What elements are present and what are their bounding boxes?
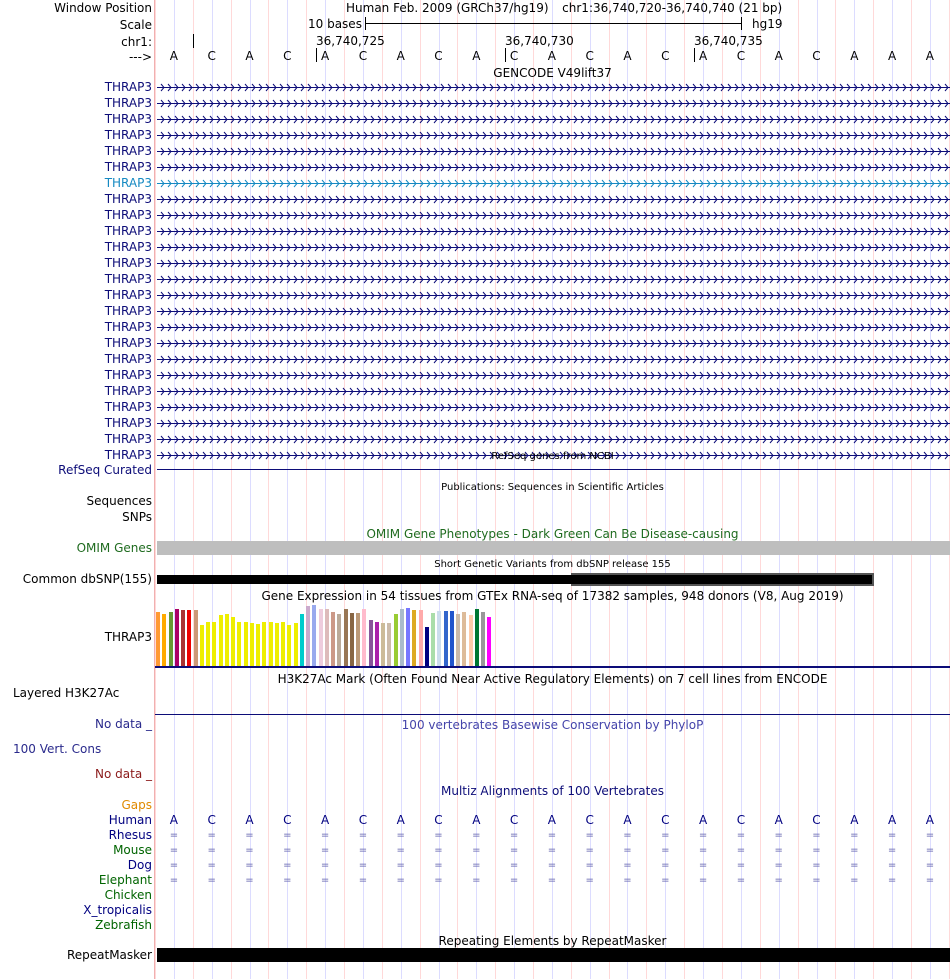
multiz-human-base: A — [547, 813, 556, 827]
ruler-tick-label: 36,740,725 — [316, 34, 385, 48]
dna-base: C — [434, 49, 443, 63]
gtex-tissue-bar[interactable] — [331, 612, 335, 666]
multiz-match-mark: = — [736, 845, 746, 856]
dna-base: C — [812, 49, 821, 63]
gencode-transcript-line[interactable] — [157, 226, 950, 237]
gencode-transcript-line[interactable] — [157, 306, 950, 317]
multiz-match-mark: = — [396, 875, 405, 886]
multiz-match-mark: = — [850, 845, 859, 856]
gencode-track-title[interactable]: GENCODE V49lift37 — [493, 66, 612, 80]
multiz-match-mark: = — [283, 860, 292, 871]
multiz-human-base: C — [434, 813, 443, 827]
gencode-transcript-label[interactable]: THRAP3 — [104, 112, 152, 126]
gtex-tissue-bar[interactable] — [375, 622, 379, 666]
gencode-transcript-line[interactable] — [157, 98, 950, 109]
gtex-tissue-bar[interactable] — [306, 606, 310, 666]
gencode-transcript-line[interactable] — [157, 178, 950, 189]
multiz-track-title[interactable]: Multiz Alignments of 100 Vertebrates — [440, 784, 665, 798]
gtex-tissue-bar[interactable] — [469, 615, 473, 666]
gencode-transcript-line[interactable] — [157, 194, 950, 205]
gencode-transcript-line[interactable] — [157, 242, 950, 253]
multiz-match-mark: = — [850, 875, 859, 886]
gencode-transcript-label[interactable]: THRAP3 — [104, 224, 152, 238]
multiz-match-mark: = — [925, 830, 935, 841]
gtex-tissue-bar[interactable] — [225, 614, 229, 666]
multiz-match-mark: = — [547, 845, 557, 856]
multiz-match-mark: = — [396, 830, 405, 841]
multiz-match-mark: = — [396, 845, 405, 856]
multiz-human-base: A — [925, 813, 934, 827]
multiz-match-mark: = — [169, 875, 179, 886]
gencode-transcript-line[interactable] — [157, 290, 950, 301]
gencode-transcript-line[interactable] — [157, 162, 950, 173]
gtex-tissue-bar[interactable] — [244, 622, 248, 666]
omim-track-label[interactable]: OMIM Genes — [76, 541, 152, 555]
gencode-transcript-label[interactable]: THRAP3 — [104, 128, 152, 142]
gtex-tissue-bar[interactable] — [200, 625, 204, 666]
h3k27ac-track-title[interactable]: H3K27Ac Mark (Often Found Near Active Regulatory Elements) on 7 cell lines from ENCODE — [277, 672, 828, 686]
multiz-human-base: A — [698, 813, 708, 827]
multiz-match-mark: = — [358, 875, 368, 886]
gtex-tissue-bar[interactable] — [369, 620, 373, 666]
phylop-track-title[interactable]: 100 vertebrates Basewise Conservation by PhyloP — [401, 718, 704, 732]
gencode-transcript-line[interactable] — [157, 370, 950, 381]
multiz-match-mark: = — [661, 875, 670, 886]
multiz-human-base: A — [245, 813, 254, 827]
dna-base: A — [698, 49, 708, 63]
multiz-match-mark: = — [320, 860, 330, 871]
gencode-transcript-label[interactable]: THRAP3 — [104, 176, 152, 190]
multiz-match-mark: = — [283, 845, 292, 856]
gtex-tissue-bar[interactable] — [206, 622, 210, 666]
dna-base: A — [547, 49, 556, 63]
chrom-label: chr1: — [121, 35, 152, 49]
dna-base: A — [245, 49, 254, 63]
multiz-match-mark: = — [169, 830, 179, 841]
gencode-transcript-line[interactable] — [157, 402, 950, 413]
multiz-species-label[interactable]: Rhesus — [108, 828, 152, 842]
multiz-match-mark: = — [736, 875, 746, 886]
gtex-bottom-line — [155, 666, 950, 668]
multiz-match-mark: = — [736, 830, 746, 841]
multiz-match-mark: = — [887, 875, 897, 886]
repeatmasker-track-label[interactable]: RepeatMasker — [66, 948, 152, 962]
gtex-tissue-bar[interactable] — [262, 622, 266, 666]
multiz-match-mark: = — [472, 830, 481, 841]
assembly-title — [346, 1, 782, 15]
multiz-human-base: C — [736, 813, 746, 827]
gtex-tissue-bar[interactable] — [156, 612, 160, 666]
h3k27ac-track-label[interactable]: Layered H3K27Ac — [13, 686, 120, 700]
gtex-tissue-bar[interactable] — [181, 610, 185, 666]
ruler-tick-label: 36,740,735 — [694, 34, 763, 48]
multiz-match-mark: = — [472, 860, 481, 871]
multiz-match-mark: = — [774, 860, 783, 871]
multiz-human-base: A — [169, 813, 178, 827]
multiz-match-mark: = — [812, 860, 821, 871]
multiz-match-mark: = — [925, 875, 935, 886]
gtex-tissue-bar[interactable] — [431, 613, 435, 666]
gencode-transcript-line[interactable] — [157, 322, 950, 333]
multiz-match-mark: = — [207, 875, 216, 886]
multiz-match-mark: = — [283, 875, 292, 886]
dna-base: A — [320, 49, 330, 63]
ruler-tick-label: 36,740,730 — [505, 34, 574, 48]
multiz-human-base: C — [283, 813, 292, 827]
multiz-match-mark: = — [547, 875, 557, 886]
multiz-match-mark: = — [623, 860, 632, 871]
dna-base: C — [736, 49, 746, 63]
dna-base: C — [358, 49, 368, 63]
multiz-match-mark: = — [623, 845, 632, 856]
gtex-expression-bars[interactable] — [156, 603, 556, 666]
gencode-transcript-label[interactable]: THRAP3 — [104, 384, 152, 398]
gencode-transcript-line[interactable] — [157, 258, 950, 269]
multiz-species-label[interactable]: Dog — [127, 858, 152, 872]
h3k27ac-signal-line — [155, 714, 950, 715]
gencode-transcript-label[interactable]: THRAP3 — [104, 192, 152, 206]
multiz-human-base: C — [812, 813, 821, 827]
gtex-track-label[interactable]: THRAP3 — [104, 630, 152, 644]
gtex-track-title[interactable]: Gene Expression in 54 tissues from GTEx RNA-seq of 17382 samples, 948 donors (V8, Aug 2019) — [261, 589, 844, 603]
gencode-transcript-line[interactable] — [157, 210, 950, 221]
refseq-track-label[interactable]: RefSeq Curated — [58, 463, 152, 477]
repeatmasker-track-title[interactable]: Repeating Elements by RepeatMasker — [438, 934, 667, 948]
multiz-match-mark: = — [850, 860, 859, 871]
dna-base: C — [661, 49, 670, 63]
gtex-tissue-bar[interactable] — [356, 613, 360, 666]
gencode-transcript-label[interactable]: THRAP3 — [104, 272, 152, 286]
multiz-match-mark: = — [396, 860, 405, 871]
phylop-track-label[interactable]: 100 Vert. Cons — [13, 742, 102, 756]
gtex-tissue-bar[interactable] — [194, 610, 198, 666]
gtex-tissue-bar[interactable] — [487, 617, 491, 666]
dna-base: A — [925, 49, 934, 63]
multiz-match-mark: = — [358, 830, 368, 841]
multiz-human-base: A — [623, 813, 632, 827]
dna-base: C — [509, 49, 519, 63]
multiz-human-base: A — [887, 813, 897, 827]
multiz-match-mark: = — [887, 845, 897, 856]
multiz-human-base: C — [207, 813, 216, 827]
multiz-match-mark: = — [245, 845, 254, 856]
multiz-species-label[interactable]: Zebrafish — [95, 918, 152, 932]
publications-track-title[interactable]: Publications: Sequences in Scientific Articles — [441, 482, 664, 493]
gtex-tissue-bar[interactable] — [437, 611, 441, 666]
dna-base: C — [585, 49, 594, 63]
multiz-match-mark: = — [320, 845, 330, 856]
multiz-match-mark: = — [547, 830, 557, 841]
gtex-tissue-bar[interactable] — [481, 612, 485, 666]
multiz-match-mark: = — [623, 875, 632, 886]
dna-base: A — [472, 49, 481, 63]
multiz-match-mark: = — [887, 830, 897, 841]
omim-track-title[interactable]: OMIM Gene Phenotypes - Dark Green Can Be Disease-causing — [366, 527, 739, 541]
multiz-human-base: C — [509, 813, 519, 827]
multiz-match-mark: = — [169, 860, 179, 871]
gencode-transcript-line[interactable] — [157, 434, 950, 445]
scale-bar-left-tick — [365, 17, 366, 30]
multiz-match-mark: = — [812, 875, 821, 886]
multiz-match-mark: = — [736, 860, 746, 871]
multiz-no-data: No data _ — [95, 767, 152, 781]
multiz-human-base: A — [396, 813, 405, 827]
multiz-match-mark: = — [887, 860, 897, 871]
multiz-match-mark: = — [358, 860, 368, 871]
gencode-transcript-line[interactable] — [157, 82, 950, 93]
gtex-tissue-bar[interactable] — [337, 614, 341, 666]
gencode-transcript-label[interactable]: THRAP3 — [104, 144, 152, 158]
multiz-match-mark: = — [661, 830, 670, 841]
gtex-tissue-bar[interactable] — [269, 622, 273, 666]
gtex-tissue-bar[interactable] — [281, 622, 285, 666]
gencode-transcript-label[interactable]: THRAP3 — [104, 448, 152, 462]
multiz-match-mark: = — [661, 845, 670, 856]
multiz-match-mark: = — [812, 845, 821, 856]
gencode-transcript-label[interactable]: THRAP3 — [104, 432, 152, 446]
multiz-species-label[interactable]: Chicken — [104, 888, 152, 902]
dbsnp-variant-bar-2-inner — [571, 575, 872, 584]
gtex-tissue-bar[interactable] — [394, 614, 398, 666]
dna-base: A — [850, 49, 859, 63]
gencode-transcript-label[interactable]: THRAP3 — [104, 288, 152, 302]
dna-base: C — [283, 49, 292, 63]
multiz-match-mark: = — [434, 860, 443, 871]
multiz-gaps-label: Gaps — [121, 798, 152, 812]
gtex-tissue-bar[interactable] — [344, 609, 348, 666]
gtex-tissue-bar[interactable] — [162, 614, 166, 666]
gencode-transcript-line[interactable] — [157, 386, 950, 397]
gencode-transcript-label[interactable]: THRAP3 — [104, 160, 152, 174]
gtex-tissue-bar[interactable] — [169, 612, 173, 666]
omim-gene-bar[interactable] — [157, 541, 950, 555]
gtex-tissue-bar[interactable] — [250, 623, 254, 666]
gtex-tissue-bar[interactable] — [319, 609, 323, 666]
gencode-transcript-line[interactable] — [157, 338, 950, 349]
multiz-match-mark: = — [925, 845, 935, 856]
gencode-transcript-label[interactable]: THRAP3 — [104, 352, 152, 366]
gencode-transcript-label[interactable]: THRAP3 — [104, 400, 152, 414]
gencode-transcript-line[interactable] — [157, 274, 950, 285]
dbsnp-track-title[interactable]: Short Genetic Variants from dbSNP release 155 — [434, 559, 671, 570]
multiz-match-mark: = — [320, 830, 330, 841]
gencode-transcript-label[interactable]: THRAP3 — [104, 208, 152, 222]
multiz-human-base: A — [774, 813, 783, 827]
gtex-tissue-bar[interactable] — [412, 610, 416, 666]
dna-base: C — [207, 49, 216, 63]
gtex-tissue-bar[interactable] — [231, 617, 235, 666]
gtex-tissue-bar[interactable] — [400, 609, 404, 666]
multiz-match-mark: = — [547, 860, 557, 871]
multiz-match-mark: = — [509, 875, 519, 886]
dna-sequence-row — [0, 49, 950, 63]
multiz-match-mark: = — [850, 830, 859, 841]
gencode-transcript-line[interactable] — [157, 130, 950, 141]
multiz-match-mark: = — [774, 845, 783, 856]
ruler-first-tick — [193, 34, 194, 48]
gencode-transcript-label[interactable]: THRAP3 — [104, 336, 152, 350]
gtex-tissue-bar[interactable] — [425, 627, 429, 666]
gtex-tissue-bar[interactable] — [312, 605, 316, 666]
refseq-gene-line[interactable] — [157, 469, 950, 470]
gencode-transcript-label[interactable]: THRAP3 — [104, 368, 152, 382]
multiz-species-label[interactable]: X_tropicalis — [83, 903, 152, 917]
multiz-human-base: A — [850, 813, 859, 827]
dna-base: A — [774, 49, 783, 63]
multiz-species-label[interactable]: Mouse — [113, 843, 152, 857]
multiz-species-label[interactable]: Human — [108, 813, 152, 827]
multiz-match-mark: = — [585, 875, 594, 886]
multiz-match-mark: = — [472, 875, 481, 886]
gtex-tissue-bar[interactable] — [350, 613, 354, 666]
gtex-tissue-bar[interactable] — [362, 609, 366, 666]
gtex-tissue-bar[interactable] — [287, 625, 291, 666]
position-text: chr1:36,740,720-36,740,740 (21 bp) — [562, 1, 783, 15]
multiz-human-base: C — [661, 813, 670, 827]
multiz-match-mark: = — [509, 830, 519, 841]
gencode-transcript-label[interactable]: THRAP3 — [104, 240, 152, 254]
multiz-match-mark: = — [698, 830, 708, 841]
gtex-tissue-bar[interactable] — [419, 610, 423, 666]
dna-base: A — [169, 49, 178, 63]
gencode-transcript-label[interactable]: THRAP3 — [104, 96, 152, 110]
gencode-transcript-label[interactable]: THRAP3 — [104, 416, 152, 430]
multiz-match-mark: = — [509, 845, 519, 856]
multiz-human-base: A — [320, 813, 330, 827]
gtex-tissue-bar[interactable] — [256, 624, 260, 666]
multiz-match-mark: = — [207, 860, 216, 871]
gencode-transcript-line[interactable] — [157, 354, 950, 365]
phylop-no-data: No data _ — [95, 717, 152, 731]
dna-base: A — [887, 49, 897, 63]
scale-bar-right-tick — [741, 17, 742, 30]
multiz-match-mark: = — [812, 830, 821, 841]
multiz-match-mark: = — [245, 875, 254, 886]
window-position-label: Window Position — [54, 1, 152, 15]
gencode-transcript-line[interactable] — [157, 146, 950, 157]
publications-sequences-label[interactable]: Sequences — [86, 494, 152, 508]
multiz-match-mark: = — [169, 845, 179, 856]
gtex-tissue-bar[interactable] — [462, 612, 466, 666]
multiz-match-mark: = — [509, 860, 519, 871]
gtex-tissue-bar[interactable] — [237, 622, 241, 666]
gtex-tissue-bar[interactable] — [175, 609, 179, 666]
multiz-match-mark: = — [698, 875, 708, 886]
gencode-transcript-label[interactable]: THRAP3 — [104, 256, 152, 270]
gencode-transcript-label[interactable]: THRAP3 — [104, 80, 152, 94]
multiz-match-mark: = — [283, 830, 292, 841]
gtex-tissue-bar[interactable] — [187, 610, 191, 666]
gtex-tissue-bar[interactable] — [275, 623, 279, 666]
gencode-transcript-label[interactable]: THRAP3 — [104, 304, 152, 318]
multiz-match-mark: = — [585, 860, 594, 871]
dna-base: A — [396, 49, 405, 63]
repeatmasker-element-bar[interactable] — [157, 948, 950, 962]
multiz-match-mark: = — [207, 830, 216, 841]
multiz-match-mark: = — [434, 845, 443, 856]
gtex-tissue-bar[interactable] — [212, 622, 216, 666]
publications-snps-label[interactable]: SNPs — [122, 510, 152, 524]
scale-bar — [365, 23, 742, 24]
gtex-tissue-bar[interactable] — [456, 614, 460, 666]
gtex-tissue-bar[interactable] — [300, 614, 304, 666]
gtex-tissue-bar[interactable] — [406, 608, 410, 666]
multiz-match-mark: = — [320, 875, 330, 886]
multiz-human-base: C — [585, 813, 594, 827]
gtex-tissue-bar[interactable] — [294, 623, 298, 666]
gtex-tissue-bar[interactable] — [387, 623, 391, 666]
multiz-match-mark: = — [245, 830, 254, 841]
multiz-match-mark: = — [774, 875, 783, 886]
gtex-tissue-bar[interactable] — [450, 611, 454, 666]
multiz-match-mark: = — [698, 860, 708, 871]
dbsnp-track-label[interactable]: Common dbSNP(155) — [22, 572, 152, 586]
gtex-tissue-bar[interactable] — [325, 609, 329, 666]
gtex-tissue-bar[interactable] — [475, 609, 479, 666]
multiz-match-mark: = — [207, 845, 216, 856]
multiz-match-mark: = — [358, 845, 368, 856]
multiz-match-mark: = — [434, 830, 443, 841]
dna-base: A — [623, 49, 632, 63]
multiz-match-mark: = — [585, 830, 594, 841]
multiz-match-mark: = — [472, 845, 481, 856]
gtex-tissue-bar[interactable] — [219, 615, 223, 666]
multiz-match-mark: = — [434, 875, 443, 886]
multiz-match-mark: = — [925, 860, 935, 871]
scale-text: 10 bases — [308, 17, 362, 31]
multiz-match-mark: = — [698, 845, 708, 856]
multiz-match-mark: = — [623, 830, 632, 841]
gencode-transcript-label[interactable]: THRAP3 — [104, 320, 152, 334]
assembly-text: Human Feb. 2009 (GRCh37/hg19) — [346, 1, 549, 15]
multiz-match-mark: = — [661, 860, 670, 871]
multiz-human-base: A — [472, 813, 481, 827]
gtex-tissue-bar[interactable] — [444, 611, 448, 666]
multiz-match-mark: = — [774, 830, 783, 841]
multiz-match-mark: = — [245, 860, 254, 871]
multiz-species-label[interactable]: Elephant — [98, 873, 152, 887]
scale-label: Scale — [119, 18, 152, 32]
gencode-transcript-line[interactable] — [157, 418, 950, 429]
gtex-tissue-bar[interactable] — [381, 623, 385, 666]
strand-label: ---> — [128, 50, 152, 64]
gencode-transcript-line[interactable] — [157, 114, 950, 125]
multiz-human-base: C — [358, 813, 368, 827]
refseq-track-title[interactable]: RefSeq genes from NCBI — [491, 451, 614, 462]
multiz-match-mark: = — [585, 845, 594, 856]
scale-db: hg19 — [752, 17, 783, 31]
